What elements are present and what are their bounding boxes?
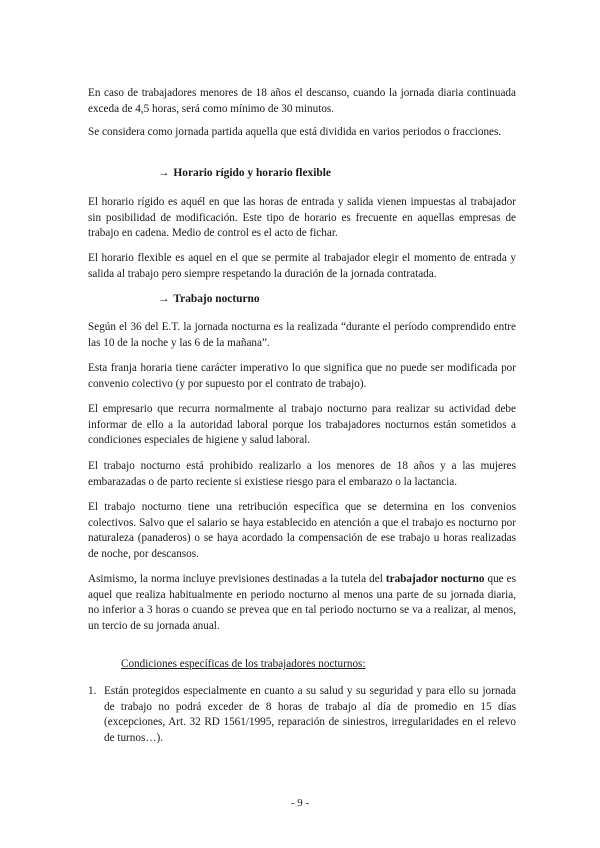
subheading-conditions: Condiciones específicas de los trabajadores nocturnos: [121, 658, 366, 670]
arrow-right-icon: → [158, 167, 170, 179]
paragraph-prohibition: El trabajo nocturno está prohibido realizarlo a los menores de 18 años y a las mujeres embarazadas o de parto reciente si existiese riesgo para el embarazo o la lactancia. [88, 460, 516, 488]
paragraph-night-worker [88, 572, 516, 634]
paragraph-minors-rest: En caso de trabajadores menores de 18 años el descanso, cuando la jornada diaria continuada exceda de 4,5 horas, será como mínimo de 30 minutos. [88, 87, 516, 115]
paragraph-remuneration: El trabajo nocturno tiene una retribución específica que se determina en los convenios colectivos. Salvo que el salario se haya establecido en atención a que el trabajo es nocturno por naturaleza (panaderos) o se haya acordado la compensación de ese trabajo u horas realizadas de noche, por descansos. [88, 501, 516, 560]
heading-night-work [158, 292, 260, 307]
heading-text: Horario rígido y horario flexible [173, 167, 331, 179]
paragraph-rigid-schedule: El horario rígido es aquél en que las horas de entrada y salida vienen impuestas al trabajador sin posibilidad de modificación. Este tipo de horario es frecuente en aquellas empresas de trabajo en cadena. Medio de control es el acto de fichar. [88, 196, 516, 239]
heading-text: Trabajo nocturno [173, 293, 260, 305]
list-item: Están protegidos especialmente en cuanto a su salud y su seguridad y para ello su jornada de trabajo no podrá exceder de 8 horas de trabajo al día de promedio en 15 días (excepciones, Art. 32 RD 1561/1995, reparación de siniestros, irregularidades en el relevo de turnos…). [104, 685, 516, 744]
list-item-number: 1. [88, 685, 97, 697]
bold-term: trabajador nocturno [385, 573, 485, 585]
paragraph-imperative: Esta franja horaria tiene carácter imperativo lo que significa que no puede ser modificada por convenio colectivo (y por supuesto por el contrato de trabajo). [88, 362, 516, 390]
page-number: - 9 - [290, 797, 310, 809]
paragraph-night-definition: Según el 36 del E.T. la jornada nocturna es la realizada “durante el período comprendido entre las 10 de la noche y las 6 de la mañana”. [88, 321, 516, 349]
paragraph-employer-duty: El empresario que recurra normalmente al trabajo nocturno para realizar su actividad debe informar de ello a la autoridad laboral porque los trabajadores nocturnos están sometidos a condiciones especiales de higiene y salud laboral. [88, 403, 516, 446]
heading-rigid-flexible [158, 166, 331, 181]
text-run: que es aquel que realiza habitualmente en periodo nocturno al menos una parte de su jornada diaria, no inferior a 3 horas o cuando se prevea que en tal periodo nocturno se va a realizar, al menos, un tercio de su jornada anual. [88, 573, 517, 632]
paragraph-flexible-schedule: El horario flexible es aquel en el que se permite al trabajador elegir el momento de entrada y salida al trabajo pero siempre respetando la duración de la jornada contratada. [88, 252, 516, 280]
paragraph-split-shift: Se considera como jornada partida aquella que está dividida en varios periodos o fracciones. [88, 126, 502, 138]
text-run: Asimismo, la norma incluye previsiones destinadas a la tutela del [88, 573, 386, 585]
arrow-right-icon: → [158, 293, 170, 305]
